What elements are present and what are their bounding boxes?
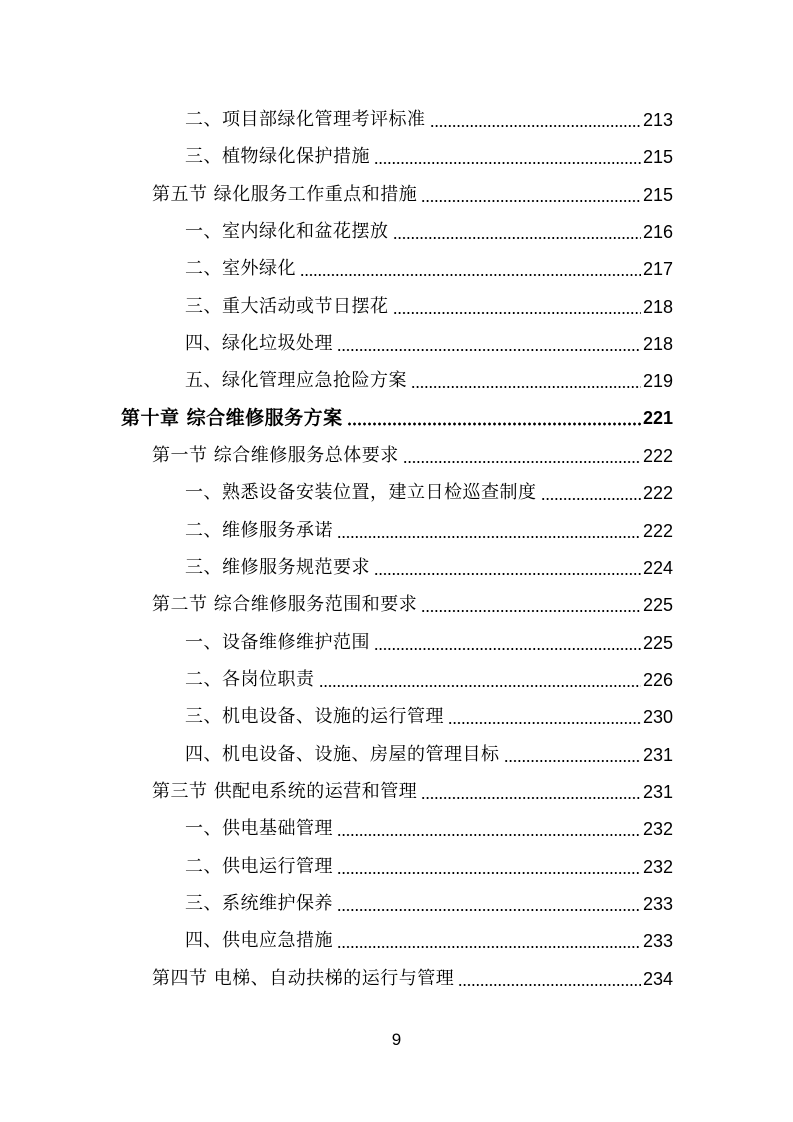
toc-entry-title: 三、植物绿化保护措施 [185,146,370,167]
toc-entry-page: 221 [642,408,673,428]
toc-entry[interactable] [152,181,673,207]
toc-dot-leader [337,833,641,837]
toc-dot-leader [300,273,641,277]
toc-entry-page: 232 [642,819,673,839]
toc-entry[interactable] [185,367,673,393]
toc-dot-leader [337,908,641,912]
toc-dot-leader [421,796,641,800]
toc-entry[interactable] [152,778,673,804]
toc-entry-title: 一、设备维修维护范围 [185,632,370,653]
toc-entry-page: 216 [642,222,673,242]
toc-entry-title: 二、室外绿化 [185,258,296,279]
toc-entry-page: 213 [642,110,673,130]
toc-entry-title: 一、室内绿化和盆花摆放 [185,221,389,242]
toc-entry-title: 三、维修服务规范要求 [185,557,370,578]
toc-entry[interactable] [185,815,673,841]
toc-entry[interactable] [185,853,673,879]
toc-entry-title: 四、绿化垃圾处理 [185,333,333,354]
toc-entry-title: 三、机电设备、设施的运行管理 [185,706,444,727]
toc-entry[interactable] [185,927,673,953]
toc-entry-title: 第二节 综合维修服务范围和要求 [152,594,418,615]
toc-entry-page: 222 [642,483,673,503]
toc-entry[interactable] [185,293,673,319]
toc-entry[interactable] [185,890,673,916]
toc-dot-leader [430,124,641,128]
toc-entry-page: 224 [642,558,673,578]
toc-entry-page: 231 [642,782,673,802]
toc-entry-page: 222 [642,521,673,541]
toc-entry-page: 234 [642,969,673,989]
toc-dot-leader [448,721,641,725]
toc-entry-page: 225 [642,633,673,653]
toc-dot-leader [411,385,641,389]
toc-dot-leader [319,684,641,688]
toc-entry[interactable] [152,965,673,991]
toc-entry-title: 第一节 综合维修服务总体要求 [152,445,399,466]
toc-entry-title: 五、绿化管理应急抢险方案 [185,370,407,391]
toc-dot-leader [374,647,641,651]
toc-entry[interactable] [185,479,673,505]
toc-dot-leader [541,497,641,501]
toc-entry-title: 二、供电运行管理 [185,856,333,877]
toc-dot-leader [347,422,641,426]
toc-entry[interactable] [185,330,673,356]
toc-dot-leader [393,311,641,315]
toc-entry-title: 一、熟悉设备安装位置，建立日检巡查制度 [185,482,537,503]
toc-entry-title: 四、机电设备、设施、房屋的管理目标 [185,744,500,765]
toc-entry-page: 233 [642,931,673,951]
toc-chapter-entry[interactable] [121,404,673,430]
toc-entry-page: 218 [642,334,673,354]
toc-entry-title: 第四节 电梯、自动扶梯的运行与管理 [152,968,455,989]
toc-entry-title: 第三节 供配电系统的运营和管理 [152,781,418,802]
toc-dot-leader [337,871,641,875]
toc-dot-leader [421,199,641,203]
toc-entry-title: 四、供电应急措施 [185,930,333,951]
toc-entry-title: 三、重大活动或节日摆花 [185,296,389,317]
toc-entry-page: 215 [642,147,673,167]
toc-entry-page: 226 [642,670,673,690]
toc-entry[interactable] [185,666,673,692]
toc-dot-leader [393,236,641,240]
toc-entry-page: 230 [642,707,673,727]
toc-entry[interactable] [152,442,673,468]
toc-entry-page: 232 [642,857,673,877]
toc-entry[interactable] [185,143,673,169]
toc-entry[interactable] [185,218,673,244]
toc-entry-title: 第十章 综合维修服务方案 [121,407,343,429]
toc-entry-title: 二、项目部绿化管理考评标准 [185,109,426,130]
toc-entry[interactable] [185,741,673,767]
toc-dot-leader [337,348,641,352]
toc-entry-title: 二、维修服务承诺 [185,520,333,541]
toc-entry-title: 第五节 绿化服务工作重点和措施 [152,184,418,205]
toc-dot-leader [403,460,641,464]
toc-dot-leader [458,983,641,987]
toc-entry[interactable] [185,255,673,281]
toc-dot-leader [374,161,641,165]
toc-entry[interactable] [185,554,673,580]
toc-entry-title: 一、供电基础管理 [185,818,333,839]
page-number: 9 [391,1030,402,1049]
toc-entry-page: 217 [642,259,673,279]
toc-dot-leader [504,759,641,763]
toc-dot-leader [374,572,641,576]
toc-entry-page: 218 [642,297,673,317]
toc-entry[interactable] [185,517,673,543]
toc-dot-leader [337,945,641,949]
toc-entry-page: 215 [642,185,673,205]
toc-entry-page: 222 [642,446,673,466]
toc-entry-title: 二、各岗位职责 [185,669,315,690]
toc-entry[interactable] [185,106,673,132]
toc-entry-page: 233 [642,894,673,914]
toc-dot-leader [337,535,641,539]
toc-entry-title: 三、系统维护保养 [185,893,333,914]
toc-entry[interactable] [185,703,673,729]
toc-dot-leader [421,609,641,613]
toc-entry[interactable] [185,629,673,655]
toc-entry-page: 219 [642,371,673,391]
toc-entry-page: 231 [642,745,673,765]
toc-entry-page: 225 [642,595,673,615]
toc-entry[interactable] [152,591,673,617]
